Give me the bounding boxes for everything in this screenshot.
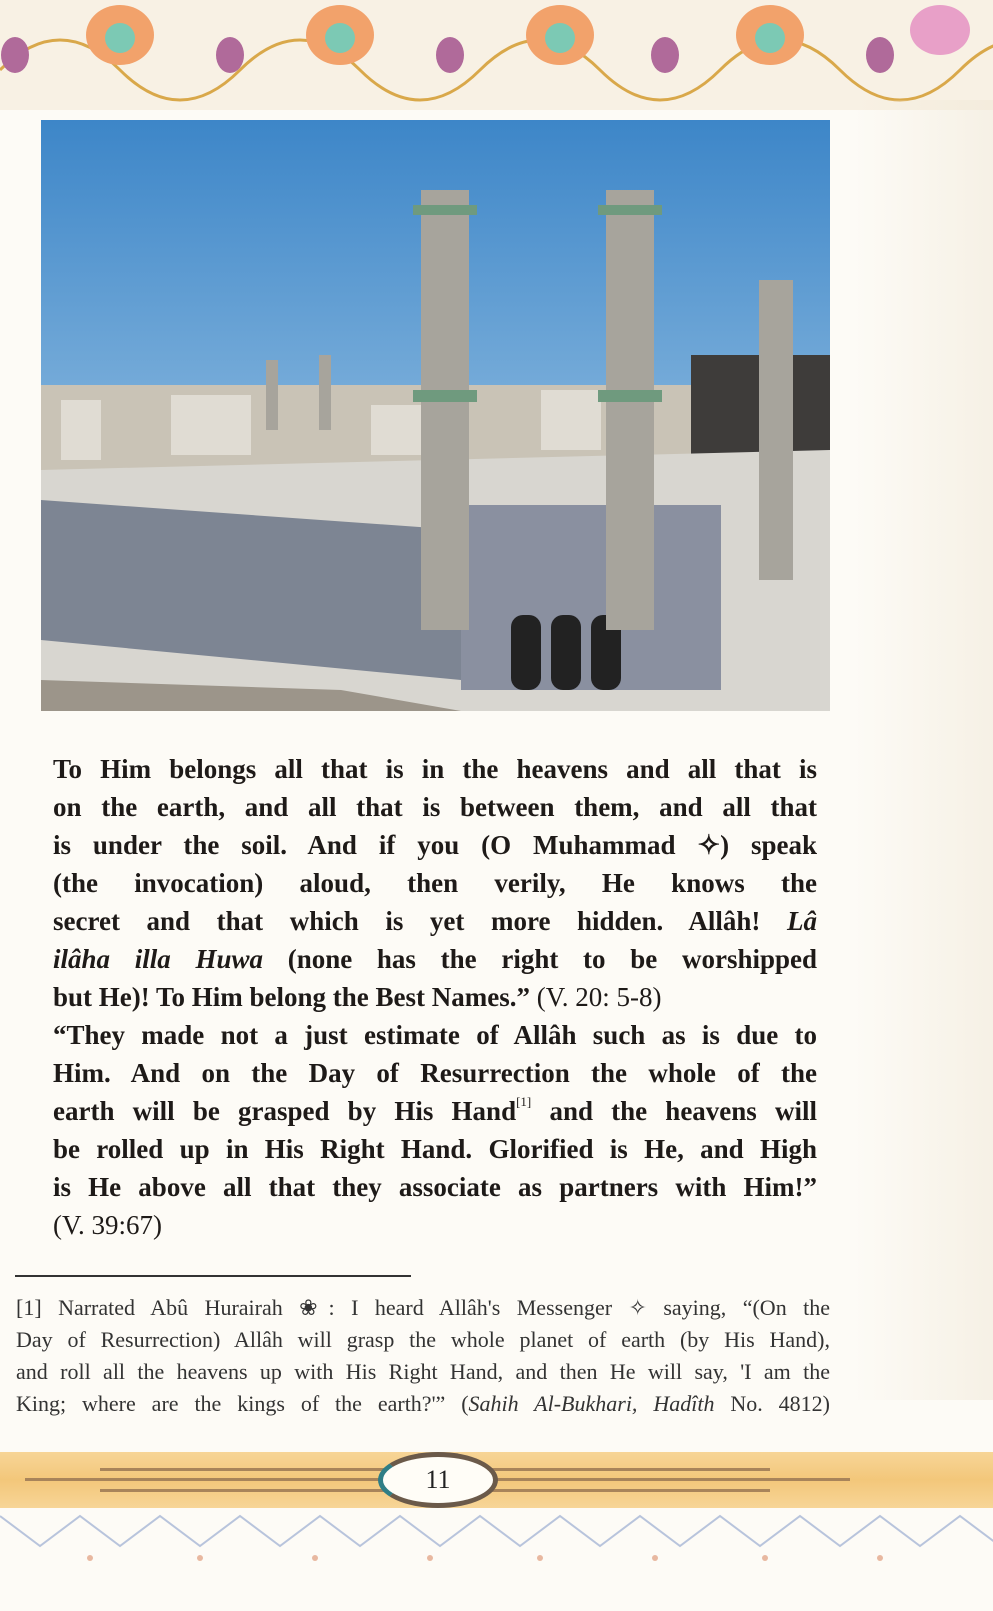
text-line [53,940,817,978]
transliteration: Lâ [787,906,817,936]
text-line: is under the soil. And if you (O Muhammad ✧) speak [53,830,817,860]
mosque-photo [41,120,830,711]
text-line: “They made not a just estimate of Allâh such as is due to [53,1020,817,1050]
main-text [53,750,817,1244]
text-line [53,1092,817,1130]
page-number: 11 [378,1452,498,1508]
transliteration: ilâha illa Huwa [53,944,263,974]
verse-reference: (V. 20: 5-8) [536,982,662,1012]
text-segment: and the heavens will [531,1096,817,1126]
text-segment: but He)! To Him belong the Best Names.” [53,982,531,1012]
bottom-ornamental-border [0,1506,993,1576]
text-line [53,978,817,1016]
footnote-line [16,1388,830,1420]
verse-reference: (V. 39:67) [53,1210,163,1240]
text-segment: No. 4812) [714,1391,830,1416]
footnote-line: Day of Resurrection) Allâh will grasp the whole planet of earth (by His Hand), [16,1327,830,1352]
text-segment: earth will be grasped by His Hand [53,1096,517,1126]
text-segment: (none has the right to be worshipped [287,944,818,974]
text-line: Him. And on the Day of Resurrection the whole of the [53,1058,817,1088]
footnote-line: [1] Narrated Abû Hurairah ❀: I heard Allâh's Messenger ✧ saying, “(On the [16,1295,830,1320]
footnote-line: and roll all the heavens up with His Right Hand, and then He will say, 'I am the [16,1359,830,1384]
text-line: is He above all that they associate as partners with Him!” [53,1172,817,1202]
text-segment: secret and that which is yet more hidden. Allâh! [53,906,761,936]
footnote-marker[interactable]: [1] [516,1094,532,1109]
text-segment: King; where are the kings of the earth?'” ( [16,1391,469,1416]
footnote-divider [15,1275,411,1277]
text-line: on the earth, and all that is between them, and all that [53,792,817,822]
text-line: be rolled up in His Right Hand. Glorified is He, and High [53,1134,817,1164]
text-line: (the invocation) aloud, then verily, He knows the [53,868,817,898]
text-line [53,902,817,940]
page-edge-shading [853,100,993,1400]
footnote [16,1292,830,1420]
top-ornamental-border [0,0,993,110]
source-title: Sahih Al-Bukhari, Hadîth [468,1391,715,1416]
text-line: To Him belongs all that is in the heavens and all that is [53,754,817,784]
